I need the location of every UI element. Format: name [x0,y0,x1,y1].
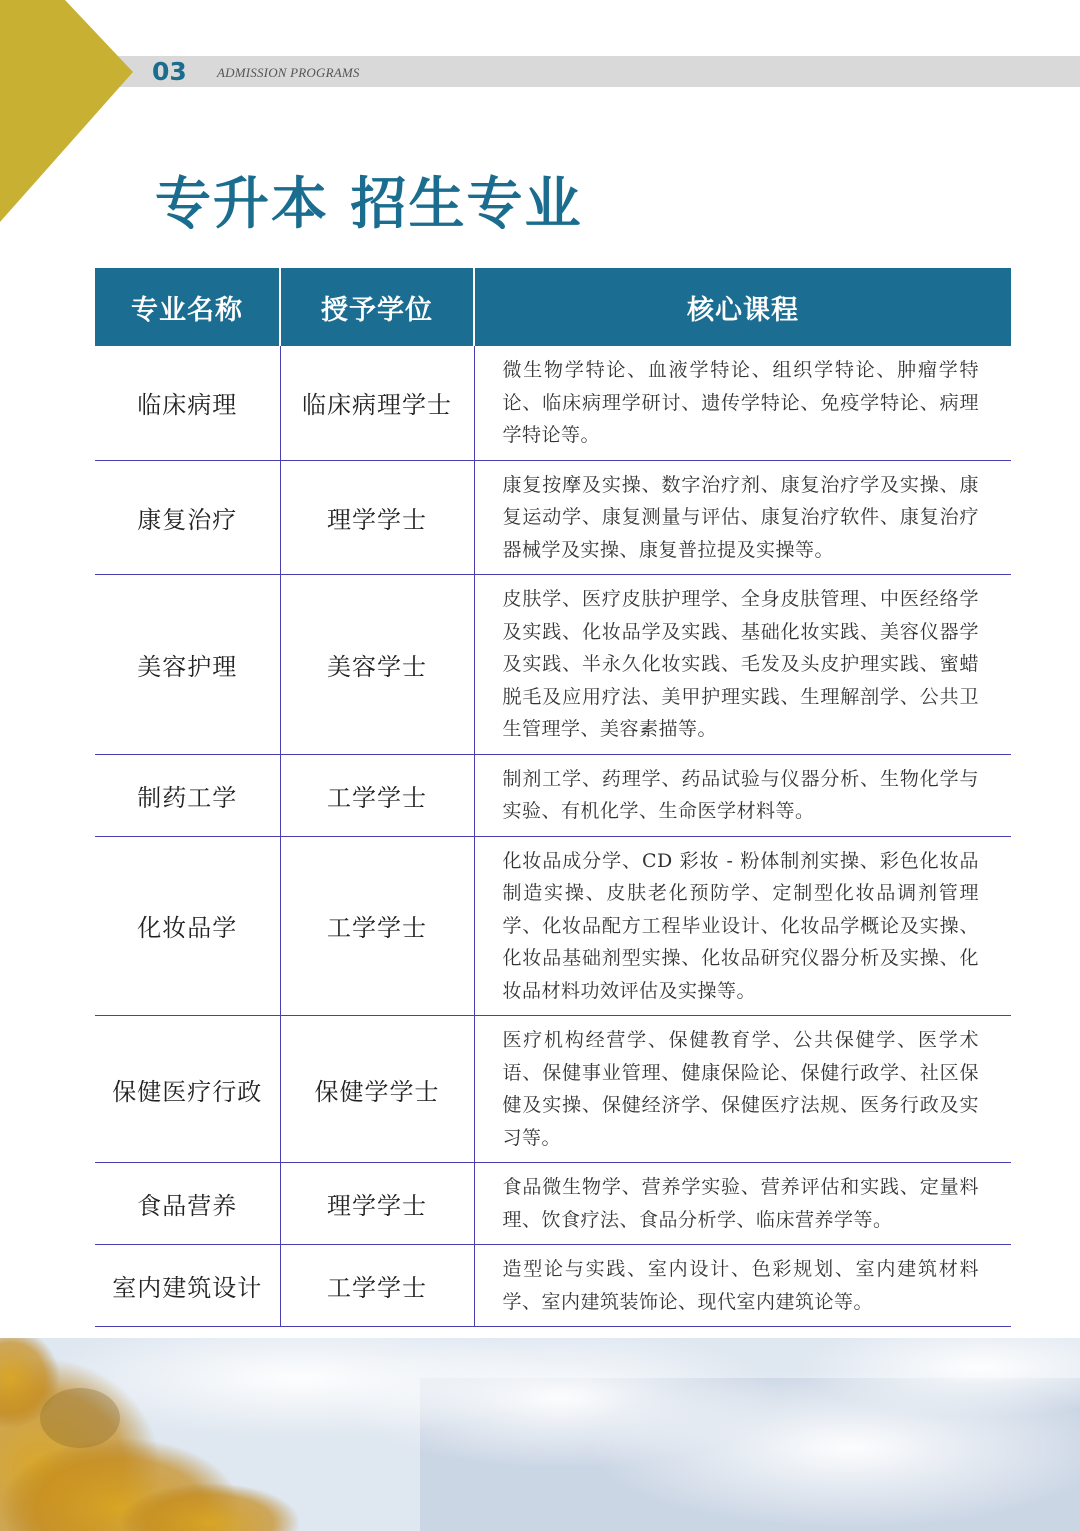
program-name: 康复治疗 [95,460,280,575]
table-row [95,1016,1011,1163]
background-photo-sky-foliage [0,1338,1080,1531]
table-row [95,754,1011,836]
program-name: 室内建筑设计 [95,1245,280,1327]
program-name: 制药工学 [95,754,280,836]
table-row [95,575,1011,755]
table-header-row [95,268,1011,346]
section-label: ADMISSION PROGRAMS [217,65,360,80]
degree: 理学学士 [280,460,474,575]
degree: 理学学士 [280,1163,474,1245]
program-name: 化妆品学 [95,836,280,1016]
program-name: 食品营养 [95,1163,280,1245]
table-row [95,346,1011,460]
degree: 工学学士 [280,1245,474,1327]
core-courses: 微生物学特论、血液学特论、组织学特论、肿瘤学特论、临床病理学研讨、遗传学特论、免疫学特论、病理学特论等。 [474,346,1011,460]
degree: 工学学士 [280,754,474,836]
core-courses: 医疗机构经营学、保健教育学、公共保健学、医学术语、保健事业管理、健康保险论、保健行政学、社区保健及实操、保健经济学、保健医疗法规、医务行政及实习等。 [474,1016,1011,1163]
degree: 美容学士 [280,575,474,755]
core-courses: 食品微生物学、营养学实验、营养评估和实践、定量料理、饮食疗法、食品分析学、临床营养学等。 [474,1163,1011,1245]
degree: 临床病理学士 [280,346,474,460]
degree: 工学学士 [280,836,474,1016]
degree: 保健学学士 [280,1016,474,1163]
program-name: 美容护理 [95,575,280,755]
program-name: 临床病理 [95,346,280,460]
programs-table [95,268,1011,1327]
page-title: 专升本 招生专业 [155,172,583,237]
column-header-degree: 授予学位 [280,268,474,346]
table-row [95,460,1011,575]
table-row [95,1245,1011,1327]
core-courses: 皮肤学、医疗皮肤护理学、全身皮肤管理、中医经络学及实践、化妆品学及实践、基础化妆实践、美容仪器学及实践、半永久化妆实践、毛发及头皮护理实践、蜜蜡脱毛及应用疗法、美甲护理实践、生理解剖学、公共卫生管理学、美容素描等。 [474,575,1011,755]
column-header-courses: 核心课程 [474,268,1011,346]
column-header-name: 专业名称 [95,268,280,346]
program-name: 保健医疗行政 [95,1016,280,1163]
core-courses: 化妆品成分学、CD 彩妆 - 粉体制剂实操、彩色化妆品制造实操、皮肤老化预防学、定制型化妆品调剂管理学、化妆品配方工程毕业设计、化妆品学概论及实操、化妆品基础剂型实操、化妆品研究仪器分析及实操、化妆品材料功效评估及实操等。 [474,836,1011,1016]
table-row [95,836,1011,1016]
page-number: 03 [152,57,187,86]
table-row [95,1163,1011,1245]
core-courses: 造型论与实践、室内设计、色彩规划、室内建筑材料学、室内建筑装饰论、现代室内建筑论等。 [474,1245,1011,1327]
corner-decoration [0,0,135,225]
core-courses: 康复按摩及实操、数字治疗剂、康复治疗学及实操、康复运动学、康复测量与评估、康复治疗软件、康复治疗器械学及实操、康复普拉提及实操等。 [474,460,1011,575]
core-courses: 制剂工学、药理学、药品试验与仪器分析、生物化学与实验、有机化学、生命医学材料等。 [474,754,1011,836]
